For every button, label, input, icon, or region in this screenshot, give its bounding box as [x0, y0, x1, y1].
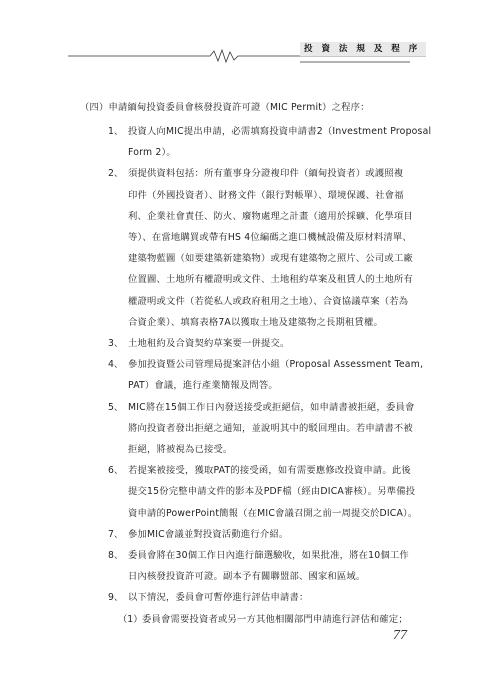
list-item-number: 6、	[108, 465, 124, 477]
list-item-line: 須提供資料包括：所有董事身分證複印件（緬甸投資者）或護照複	[128, 168, 404, 180]
list-item-line: 等）、在當地購買或帶有HS 4位編碼之進口機械設備及原材料清單、	[128, 232, 412, 243]
list-item-line: 土地租約及合資契約草案要一併提交。	[128, 338, 290, 349]
page-number: 77	[393, 628, 407, 643]
list-item-line: PAT）會議，進行產業簡報及問答。	[128, 380, 278, 392]
list-item-line: 投資人向MIC提出申請，必需填寫投資申請書2（Investment Proposal	[128, 126, 432, 137]
subitem-text: 委員會需要投資者或另一方其他相關部門申請進行評估和確定；	[142, 613, 408, 625]
list-item-number: 7、	[108, 528, 124, 540]
header-section-title: 投 資 法 規 及 程 序	[300, 42, 426, 57]
list-item-line: 位置圖、土地所有權證明或文件、土地租約草案及租賃人的土地所有	[128, 274, 413, 286]
list-item-line: 將向投資者發出拒絕之通知，並說明其中的駁回理由。若申請書不被	[128, 422, 413, 434]
subitem-number: （1）	[118, 613, 143, 625]
list-item-line: 印件（外國投資者）、財務文件（銀行對帳單）、環境保護、社會福	[128, 189, 404, 201]
list-item-line: 資申請的PowerPoint簡報（在MIC會議召開之前一周提交於DICA）。	[128, 507, 418, 519]
list-item-line: 利、企業社會責任、防火、廢物處理之計畫（適用於採礦、化學項目	[128, 210, 413, 222]
section-heading: （四）申請緬甸投資委員會核發投資許可證（MIC Permit）之程序：	[80, 102, 370, 113]
list-item-number: 1、	[108, 126, 124, 137]
list-item-line: 權證明或文件（若從私人或政府租用之土地）、合資協議草案（若為	[128, 295, 409, 307]
list-item-line: 以下情況，委員會可暫停進行評估申請書：	[128, 592, 309, 604]
list-item-line: 參加投資暨公司管理局提案評估小組（Proposal Assessment Team,	[128, 359, 424, 371]
list-item-line: 日內核發投資許可證。副本予有關聯盟部、國家和區域。	[128, 571, 366, 583]
list-item-number: 8、	[108, 550, 124, 561]
list-item-number: 5、	[108, 401, 124, 413]
list-item-line: MIC將在15個工作日內發送接受或拒絕信，如申請書被拒絕，委員會	[128, 401, 415, 413]
list-item-number: 9、	[108, 592, 124, 604]
list-item-line: 合資企業）、填寫表格7A以獲取土地及建築物之長期租賃權。	[128, 316, 383, 328]
list-item-line: Form 2）。	[128, 147, 176, 159]
list-item-number: 3、	[108, 338, 124, 349]
list-item-line: 參加MIC會議並對投資活動進行介紹。	[128, 528, 289, 540]
list-item-line: 若提案被接受，獲取PAT的接受函，如有需要應修改投資申請。此後	[128, 465, 411, 477]
list-item-line: 提交15份完整申請文件的影本及PDF檔（經由DICA審核）。另準備投	[128, 486, 416, 498]
list-item-number: 2、	[108, 168, 124, 180]
list-item-line: 委員會將在30個工作日內進行篩選驗收，如果批准，將在10個工作	[128, 550, 409, 561]
list-item-number: 4、	[108, 359, 124, 371]
list-item-line: 建築物藍圖（如要建築新建築物）或現有建築物之照片、公司或工廠	[128, 253, 413, 265]
list-item-line: 拒絕，將被視為已接受。	[128, 444, 233, 455]
